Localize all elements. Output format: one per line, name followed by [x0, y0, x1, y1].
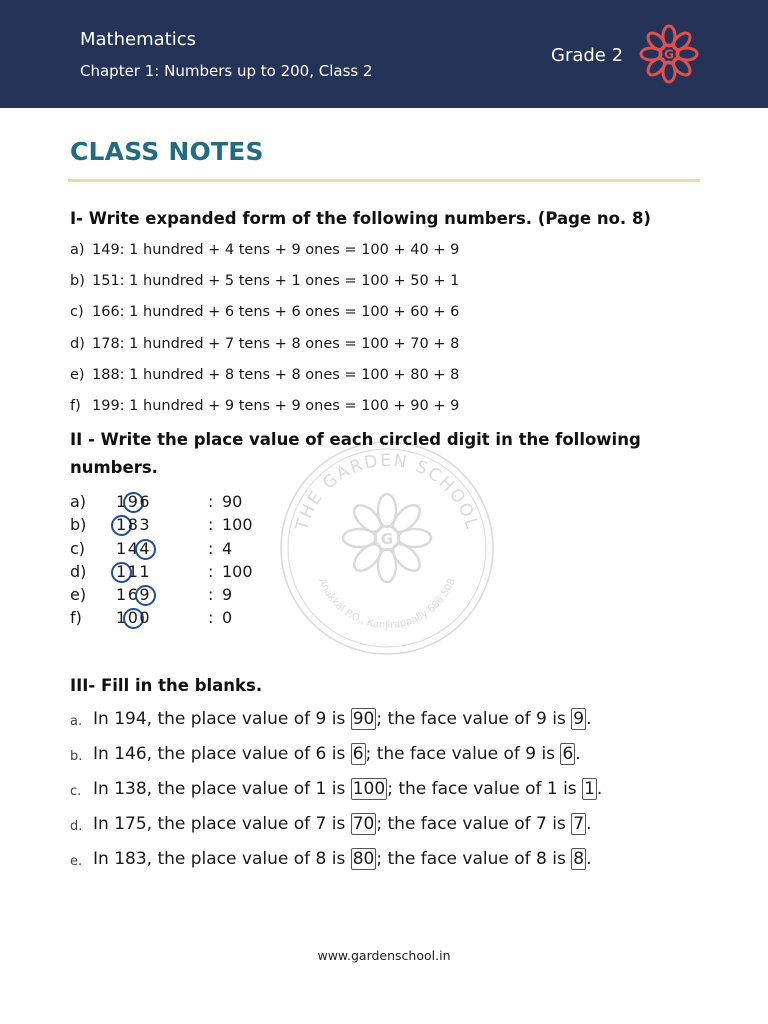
sentence-part: ; the face value of 1 is	[387, 779, 583, 799]
digit: 1	[139, 562, 151, 581]
sentence-part: ; the face value of 7 is	[376, 814, 572, 834]
list-item	[70, 273, 459, 289]
sentence	[93, 813, 592, 835]
digit: 1	[127, 562, 139, 581]
answer-box: 7	[573, 814, 585, 834]
digit: 6	[127, 585, 139, 604]
sentence-part: In 146, the place value of 6 is	[93, 744, 351, 764]
list-item	[70, 304, 459, 320]
chapter-title: Chapter 1: Numbers up to 200, Class 2	[80, 62, 373, 80]
answer-box: 80	[352, 849, 375, 869]
answer-box: 6	[352, 744, 364, 764]
digit: 4	[127, 539, 139, 558]
grade-label: Grade 2	[551, 45, 624, 66]
section2-heading: II - Write the place value of each circled digit in the following numbers.	[70, 430, 641, 477]
digit: 0	[139, 608, 151, 627]
circled-digit: 9	[127, 492, 139, 511]
item-letter: d)	[70, 336, 85, 352]
digit: 1	[116, 585, 127, 604]
item-text: 149: 1 hundred + 4 tens + 9 ones = 100 + 40 + 9	[92, 242, 460, 258]
number	[116, 608, 150, 627]
item-letter: b)	[70, 273, 85, 289]
digit: 1	[116, 608, 127, 627]
place-value-answer: 4	[222, 539, 233, 558]
item-letter: d)	[70, 562, 87, 581]
page-header	[0, 0, 768, 108]
watermark-letter: G	[380, 530, 394, 548]
item-letter: a.	[70, 714, 83, 729]
digit: 3	[139, 515, 151, 534]
answer-box: 90	[352, 709, 375, 729]
answer-box: 70	[352, 814, 375, 834]
item-letter: d.	[70, 819, 83, 834]
sentence-part: .	[575, 744, 581, 764]
digit: 6	[139, 492, 151, 511]
circled-digit: 9	[139, 585, 151, 604]
sentence	[93, 848, 592, 870]
logo-letter: G	[664, 47, 674, 62]
item-text: 199: 1 hundred + 9 tens + 9 ones = 100 + 90 + 9	[92, 398, 460, 414]
digit: 1	[116, 492, 127, 511]
place-value-answer: 0	[222, 608, 233, 627]
sentence-part: In 175, the place value of 7 is	[93, 814, 351, 834]
subject-title: Mathematics	[80, 29, 196, 50]
colon: :	[208, 562, 214, 581]
number	[116, 539, 150, 558]
item-letter: b.	[70, 749, 83, 764]
item-letter: c)	[70, 539, 86, 558]
place-value-answer: 90	[222, 492, 243, 511]
item-letter: a)	[70, 492, 87, 511]
item-letter: a)	[70, 242, 85, 258]
item-text: 188: 1 hundred + 8 tens + 8 ones = 100 + 80 + 8	[92, 367, 460, 383]
answer-box: 6	[562, 744, 574, 764]
digit: 1	[116, 539, 127, 558]
place-value-answer: 100	[222, 515, 253, 534]
sentence-part: .	[586, 709, 592, 729]
section1-heading: I- Write expanded form of the following numbers. (Page no. 8)	[70, 209, 651, 228]
sentence-part: In 183, the place value of 8 is	[93, 849, 351, 869]
digit: 8	[127, 515, 139, 534]
item-letter: f)	[70, 398, 81, 414]
answer-box: 8	[573, 849, 585, 869]
sentence	[93, 708, 592, 730]
place-value-answer: 100	[222, 562, 253, 581]
answer-box: 1	[584, 779, 595, 799]
circled-digit: 4	[139, 539, 151, 558]
colon: :	[208, 492, 214, 511]
watermark-top-text: THE GARDEN SCHOOL	[292, 450, 482, 533]
section3-heading: III- Fill in the blanks.	[70, 676, 263, 695]
footer-website: www.gardenschool.in	[317, 948, 451, 963]
item-letter: e)	[70, 585, 87, 604]
list-item	[70, 367, 459, 383]
sentence-part: .	[586, 849, 592, 869]
circled-digit: 0	[127, 608, 139, 627]
list-item	[70, 242, 459, 258]
title-divider	[68, 179, 700, 182]
sentence-part: .	[586, 814, 592, 834]
sentence	[93, 743, 581, 765]
sentence-part: In 138, the place value of 1 is	[93, 779, 351, 799]
flower-logo-icon	[637, 24, 701, 84]
number	[116, 585, 150, 604]
circled-digit: 1	[116, 562, 127, 581]
item-letter: e)	[70, 367, 85, 383]
list-item	[70, 336, 459, 352]
sentence-part: In 194, the place value of 9 is	[93, 709, 351, 729]
colon: :	[208, 608, 214, 627]
item-letter: c)	[70, 304, 84, 320]
item-letter: c.	[70, 784, 82, 799]
answer-box: 9	[573, 709, 585, 729]
item-letter: b)	[70, 515, 87, 534]
sentence-part: ; the face value of 9 is	[365, 744, 561, 764]
list-item	[70, 398, 459, 414]
page-title: CLASS NOTES	[70, 137, 264, 166]
sentence-part: ; the face value of 9 is	[376, 709, 572, 729]
item-text: 151: 1 hundred + 5 tens + 1 ones = 100 + 50 + 1	[92, 273, 460, 289]
watermark-bottom-text: Anakkal P.O., Kanjirappally 686 508	[316, 576, 458, 632]
circled-digit: 1	[116, 515, 127, 534]
place-value-answer: 9	[222, 585, 233, 604]
sentence	[93, 778, 602, 800]
answer-box: 100	[352, 779, 386, 799]
item-letter: f)	[70, 608, 82, 627]
number	[116, 515, 150, 534]
colon: :	[208, 515, 214, 534]
item-text: 166: 1 hundred + 6 tens + 6 ones = 100 + 60 + 6	[92, 304, 460, 320]
sentence-part: ; the face value of 8 is	[376, 849, 572, 869]
colon: :	[208, 539, 214, 558]
sentence-part: .	[596, 779, 603, 799]
colon: :	[208, 585, 214, 604]
item-text: 178: 1 hundred + 7 tens + 8 ones = 100 + 70 + 8	[92, 336, 460, 352]
item-letter: e.	[70, 854, 83, 869]
number	[116, 492, 150, 511]
number	[116, 562, 150, 581]
